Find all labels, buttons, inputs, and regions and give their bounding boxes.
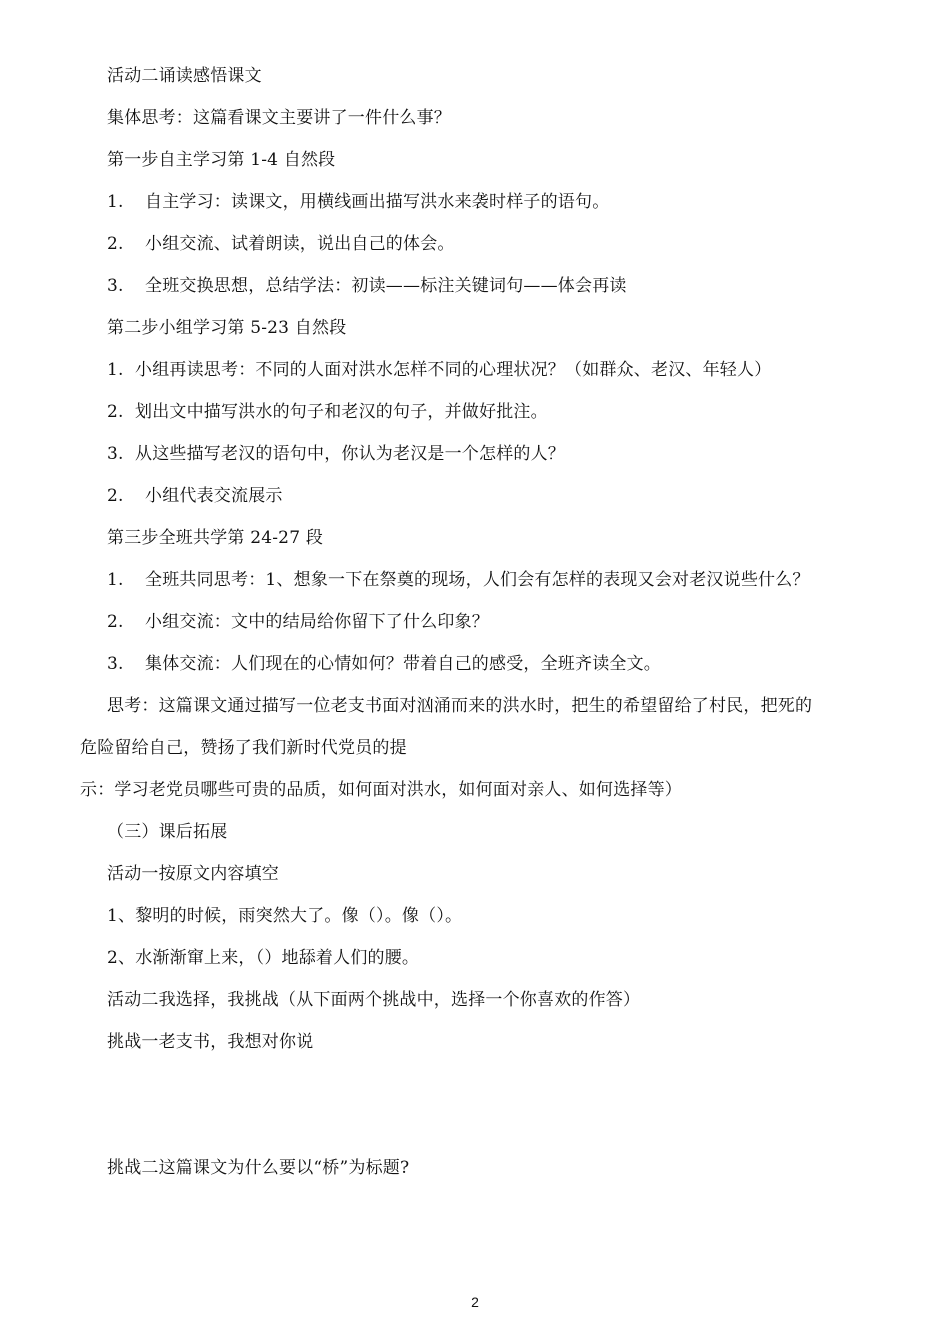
- question-main-idea: 集体思考：这篇看课文主要讲了一件什么事？: [107, 108, 451, 128]
- list-text: 全班交换思想，总结学法：初读——标注关键词句——体会再读: [145, 276, 627, 296]
- challenge-two: 挑战二这篇课文为什么要以“桥”为标题?: [107, 1158, 410, 1178]
- list-number: 2.: [107, 486, 124, 506]
- list-number: 1.: [107, 570, 124, 590]
- list-number: 2.: [107, 234, 124, 254]
- list-item: [107, 569, 810, 591]
- list-item: [107, 191, 609, 213]
- challenge-one: 挑战一老支书，我想对你说: [107, 1032, 314, 1052]
- list-item: [107, 653, 661, 675]
- reflection-paragraph-line: 危险留给自己，赞扬了我们新时代党员的提: [80, 738, 407, 758]
- list-number: 3.: [107, 654, 124, 674]
- list-item: [107, 233, 455, 255]
- activity-one-heading: 活动一按原文内容填空: [107, 864, 279, 884]
- fill-blank-item: 1、黎明的时候，雨突然大了。像（）。像（）。: [107, 906, 463, 926]
- heading-activity-two: 活动二诵读感悟课文: [107, 66, 262, 86]
- list-text: 小组交流、试着朗读，说出自己的体会。: [145, 234, 455, 254]
- reflection-paragraph-line: 思考：这篇课文通过描写一位老支书面对汹涌而来的洪水时，把生的希望留给了村民，把死的: [107, 696, 813, 716]
- fill-blank-item: 2、水渐渐窜上来，（）地舔着人们的腰。: [107, 948, 420, 968]
- page-number: 2: [471, 1294, 479, 1310]
- list-number: 3.: [107, 444, 124, 464]
- list-item: [107, 359, 771, 381]
- list-item: [107, 611, 489, 633]
- section-three-heading: （三）课后拓展: [107, 822, 228, 842]
- list-text: 从这些描写老汉的语句中，你认为老汉是一个怎样的人？: [135, 444, 565, 464]
- step-one-heading: 第一步自主学习第 1-4 自然段: [107, 150, 336, 170]
- list-number: 1.: [107, 360, 124, 380]
- step-two-heading: 第二步小组学习第 5-23 自然段: [107, 318, 347, 338]
- list-item: [107, 485, 283, 507]
- step-three-heading: 第三步全班共学第 24-27 段: [107, 528, 324, 548]
- list-text: 划出文中描写洪水的句子和老汉的句子，并做好批注。: [135, 402, 548, 422]
- list-text: 集体交流：人们现在的心情如何？带着自己的感受，全班齐读全文。: [145, 654, 661, 674]
- list-item: [107, 401, 548, 423]
- reflection-paragraph-line: 示：学习老党员哪些可贵的品质，如何面对洪水，如何面对亲人、如何选择等）: [80, 780, 682, 800]
- list-number: 2.: [107, 612, 124, 632]
- list-text: 小组交流：文中的结局给你留下了什么印象？: [145, 612, 489, 632]
- list-text: 自主学习：读课文，用横线画出描写洪水来袭时样子的语句。: [145, 192, 610, 212]
- list-item: [107, 443, 565, 465]
- list-text: 小组再读思考：不同的人面对洪水怎样不同的心理状况？（如群众、老汉、年轻人）: [135, 360, 772, 380]
- list-text: 小组代表交流展示: [145, 486, 283, 506]
- activity-two-heading: 活动二我选择，我挑战（从下面两个挑战中，选择一个你喜欢的作答）: [107, 990, 641, 1010]
- list-text: 全班共同思考：1、想象一下在祭奠的现场，人们会有怎样的表现又会对老汉说些什么？: [145, 570, 810, 590]
- list-number: 3.: [107, 276, 124, 296]
- list-number: 2.: [107, 402, 124, 422]
- list-item: [107, 275, 627, 297]
- list-number: 1.: [107, 192, 124, 212]
